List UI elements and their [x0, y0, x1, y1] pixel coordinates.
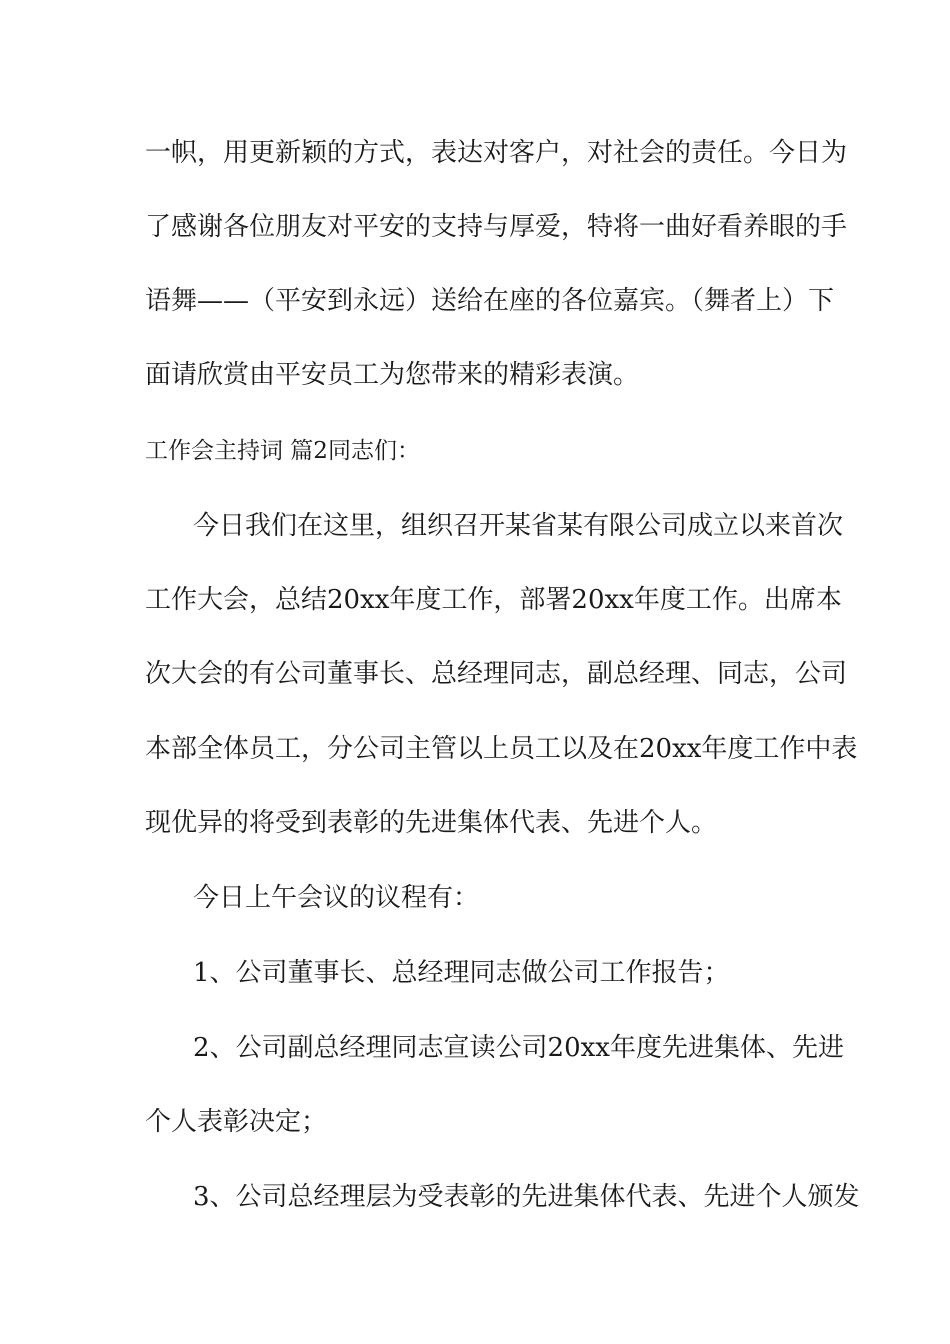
agenda-item: 3、公司总经理层为受表彰的先进集体代表、先进个人颁发 — [193, 1182, 860, 1212]
paragraph-line: 本部全体员工，分公司主管以上员工以及在20xx年度工作中表 — [145, 734, 858, 764]
agenda-item: 1、公司董事长、总经理同志做公司工作报告； — [193, 958, 730, 988]
paragraph-line: 了感谢各位朋友对平安的支持与厚爱，特将一曲好看养眼的手 — [145, 212, 848, 242]
paragraph-line: 面请欣赏由平安员工为您带来的精彩表演。 — [145, 360, 640, 390]
paragraph-line: 现优异的将受到表彰的先进集体代表、先进个人。 — [145, 808, 718, 838]
paragraph-line: 语舞——（平安到永远）送给在座的各位嘉宾。（舞者上）下 — [145, 286, 835, 316]
paragraph-line: 今日我们在这里，组织召开某省某有限公司成立以来首次 — [193, 511, 844, 541]
agenda-item-continued: 个人表彰决定； — [145, 1107, 328, 1137]
paragraph-line: 今日上午会议的议程有： — [193, 883, 480, 913]
paragraph-line: 一帜，用更新颖的方式，表达对客户，对社会的责任。今日为 — [145, 138, 848, 168]
paragraph-line: 次大会的有公司董事长、总经理同志，副总经理、同志，公司 — [145, 659, 848, 689]
paragraph-line: 工作大会，总结20xx年度工作，部署20xx年度工作。出席本 — [145, 585, 842, 615]
agenda-item: 2、公司副总经理同志宣读公司20xx年度先进集体、先进 — [193, 1033, 844, 1063]
section-heading: 工作会主持词 篇2同志们： — [145, 438, 420, 464]
